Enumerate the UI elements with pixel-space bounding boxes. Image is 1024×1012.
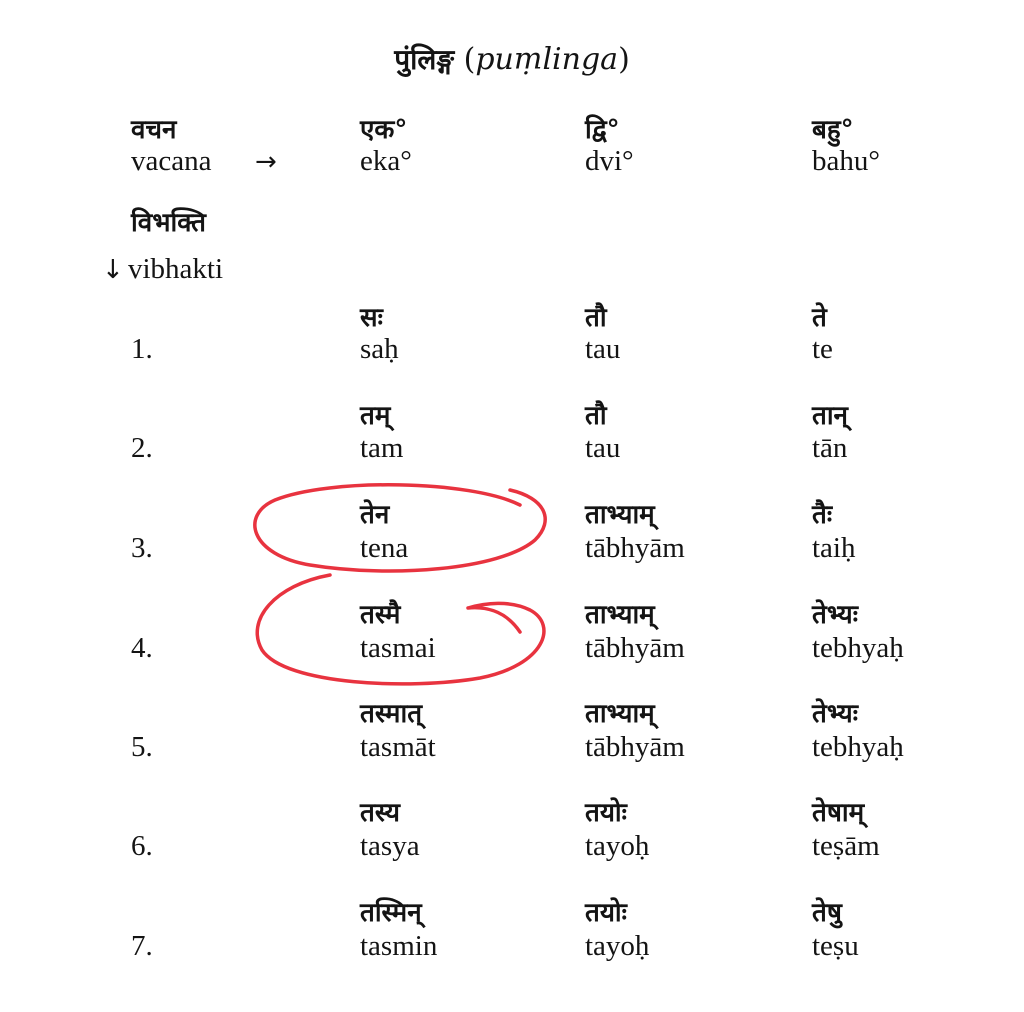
down-arrow-icon: ↓ [102, 255, 124, 285]
row-number-5: 5. [131, 731, 153, 763]
cell-6-dvi-devanagari: तयोः [585, 798, 627, 828]
column-header-eka-devanagari: एक° [360, 115, 408, 145]
cell-1-dvi-devanagari: तौ [585, 303, 607, 333]
vacana-roman: vacana [131, 145, 212, 177]
cell-7-bahu-roman: teṣu [812, 930, 859, 962]
row-number-7: 7. [131, 930, 153, 962]
cell-6-bahu-roman: teṣām [812, 830, 880, 862]
cell-2-bahu-roman: tān [812, 432, 848, 464]
cell-2-bahu-devanagari: तान् [812, 401, 848, 431]
column-header-dvi-roman: dvi° [585, 145, 634, 177]
title-roman: puṃlinga [475, 42, 619, 77]
cell-2-dvi-devanagari: तौ [585, 401, 607, 431]
title-devanagari: पुंलिङ्ग [394, 43, 455, 76]
cell-7-dvi-devanagari: तयोः [585, 898, 627, 928]
row-number-6: 6. [131, 830, 153, 862]
cell-5-bahu-devanagari: तेभ्यः [812, 699, 858, 729]
cell-1-eka-devanagari: सः [360, 303, 383, 333]
cell-6-eka-roman: tasya [360, 830, 420, 862]
cell-5-bahu-roman: tebhyaḥ [812, 731, 904, 763]
cell-1-bahu-devanagari: ते [812, 303, 827, 333]
cell-5-dvi-devanagari: ताभ्याम् [585, 699, 655, 729]
row-number-1: 1. [131, 333, 153, 365]
cell-3-bahu-roman: taiḥ [812, 532, 856, 564]
column-header-eka-roman: eka° [360, 145, 412, 177]
column-header-dvi-devanagari: द्वि° [585, 115, 620, 145]
row-number-4: 4. [131, 632, 153, 664]
cell-6-dvi-roman: tayoḥ [585, 830, 650, 862]
cell-7-eka-roman: tasmin [360, 930, 438, 962]
cell-2-eka-devanagari: तम् [360, 401, 391, 431]
cell-4-dvi-roman: tābhyām [585, 632, 685, 664]
page-title [0, 40, 1024, 78]
cell-3-eka-roman: tena [360, 532, 409, 564]
cell-3-bahu-devanagari: तैः [812, 500, 833, 530]
vibhakti-devanagari: विभक्ति [131, 208, 206, 238]
cell-3-dvi-devanagari: ताभ्याम् [585, 500, 655, 530]
column-header-bahu-roman: bahu° [812, 145, 880, 177]
cell-5-eka-roman: tasmāt [360, 731, 436, 763]
cell-4-eka-devanagari: तस्मै [360, 600, 401, 630]
cell-3-eka-devanagari: तेन [360, 500, 390, 530]
cell-2-dvi-roman: tau [585, 432, 621, 464]
cell-7-bahu-devanagari: तेषु [812, 898, 842, 928]
row-number-2: 2. [131, 432, 153, 464]
cell-4-bahu-devanagari: तेभ्यः [812, 600, 858, 630]
annotation-circle-tasmai [257, 575, 544, 684]
cell-4-dvi-devanagari: ताभ्याम् [585, 600, 655, 630]
vibhakti-roman: vibhakti [128, 253, 224, 285]
cell-6-bahu-devanagari: तेषाम् [812, 798, 865, 828]
cell-1-eka-roman: saḥ [360, 333, 399, 365]
title-paren-close: ) [618, 42, 630, 77]
cell-4-eka-roman: tasmai [360, 632, 436, 664]
cell-5-dvi-roman: tābhyām [585, 731, 685, 763]
cell-4-bahu-roman: tebhyaḥ [812, 632, 904, 664]
cell-2-eka-roman: tam [360, 432, 404, 464]
column-header-bahu-devanagari: बहु° [812, 115, 854, 145]
cell-6-eka-devanagari: तस्य [360, 798, 401, 828]
cell-1-bahu-roman: te [812, 333, 833, 365]
cell-5-eka-devanagari: तस्मात् [360, 699, 423, 729]
title-paren-open: ( [463, 42, 476, 77]
cell-1-dvi-roman: tau [585, 333, 621, 365]
vacana-devanagari: वचन [131, 115, 177, 145]
row-number-3: 3. [131, 532, 153, 564]
cell-7-dvi-roman: tayoḥ [585, 930, 650, 962]
cell-3-dvi-roman: tābhyām [585, 532, 685, 564]
right-arrow-icon: → [255, 147, 277, 177]
cell-7-eka-devanagari: तस्मिन् [360, 898, 422, 928]
